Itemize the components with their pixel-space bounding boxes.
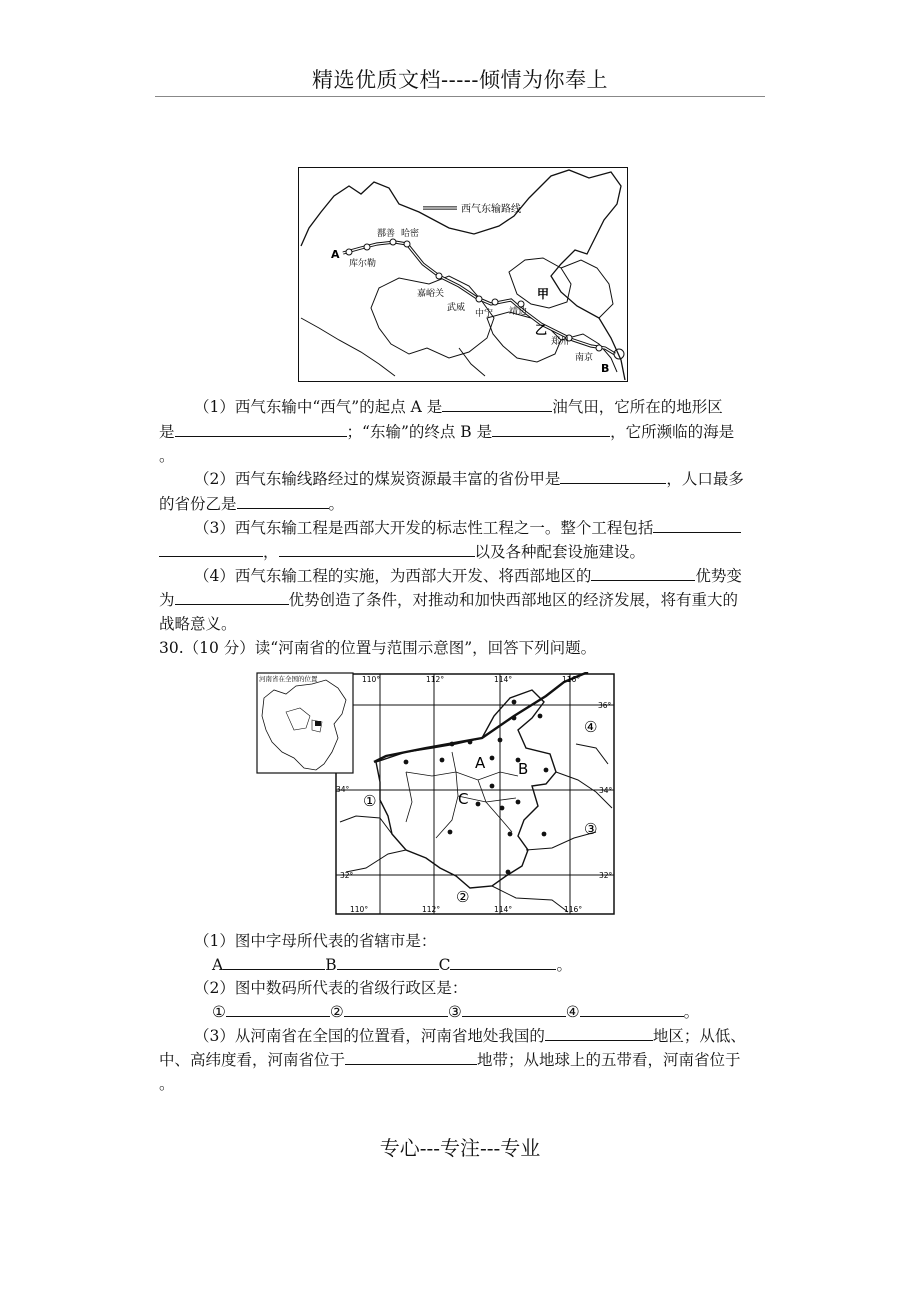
q29-4-text: 为	[159, 591, 175, 609]
city-marker	[450, 742, 455, 747]
henan-location-map	[256, 672, 616, 915]
station-marker	[596, 345, 602, 351]
answer-blank[interactable]	[226, 1000, 330, 1017]
q29-line-6	[194, 516, 741, 540]
city-marker	[516, 800, 521, 805]
q30-1-text: A	[212, 956, 224, 974]
station-marker	[404, 241, 410, 247]
answer-blank[interactable]	[442, 395, 552, 412]
label-city-a: A	[475, 754, 486, 772]
label-shanshan: 鄯善	[377, 229, 396, 239]
page-footer: 专心---专注---专业	[379, 1136, 541, 1160]
q30-line-6	[159, 1048, 741, 1072]
q29-2-text: 。	[328, 495, 345, 513]
answer-blank[interactable]	[450, 953, 556, 970]
answer-blank[interactable]	[279, 540, 475, 557]
q30-2-text: ④	[565, 1003, 580, 1021]
q30-2-text: ②	[329, 1003, 344, 1021]
lat-label-left: 34°	[336, 785, 350, 794]
city-marker	[542, 832, 547, 837]
province-outline	[459, 348, 485, 376]
china-border-line	[301, 170, 625, 380]
q30-3-text: 。	[159, 1075, 175, 1093]
answer-blank[interactable]	[337, 953, 439, 970]
city-marker	[448, 830, 453, 835]
label-jingbian: 靖边	[509, 307, 528, 317]
city-marker	[512, 700, 517, 705]
city-marker	[490, 784, 495, 789]
lat-label-left: 32°	[340, 871, 354, 880]
answer-blank[interactable]	[653, 516, 741, 533]
q29-2-text: 的省份乙是	[159, 495, 237, 513]
city-marker	[498, 738, 503, 743]
label-point-a: A	[331, 248, 340, 261]
q29-line-2	[159, 420, 734, 444]
city-marker	[506, 870, 511, 875]
q29-line-3	[159, 444, 175, 468]
q29-3-text: 以及各种配套设施建设。	[474, 543, 646, 561]
q30-line-5	[194, 1024, 746, 1048]
inset-map-frame	[257, 673, 353, 773]
answer-blank[interactable]	[345, 1048, 477, 1065]
main-map-frame	[336, 674, 614, 914]
page-header-title: 精选优质文档-----倾情为你奉上	[312, 68, 608, 92]
q29-3-text: ，	[263, 543, 279, 561]
label-region-2: ②	[456, 888, 470, 906]
q29-4-text: 优势变	[695, 567, 742, 585]
lon-label-bottom: 114°	[494, 905, 513, 914]
lon-label-top: 112°	[426, 675, 445, 684]
legend-label: 西气东输路线	[461, 204, 521, 215]
city-marker	[508, 832, 513, 837]
q30-3-text: 中、高纬度看，河南省位于	[159, 1051, 346, 1069]
station-marker	[346, 249, 352, 255]
station-marker	[390, 239, 396, 245]
lon-label-top: 114°	[494, 675, 513, 684]
q29-1-text: ；“东输”的终点 B 是	[346, 423, 493, 441]
q30-line-7	[159, 1072, 175, 1096]
label-zhengzhou: 郑州	[551, 337, 570, 347]
q29-1-text: ，它所濒临的海是	[610, 423, 735, 441]
label-kuerle: 库尔勒	[349, 259, 377, 269]
label-region-3: ③	[584, 820, 598, 838]
q29-line-7	[159, 540, 645, 564]
q30-3-text: 地区；从低、	[652, 1027, 746, 1045]
q29-4-text: 战略意义。	[159, 615, 237, 633]
header-divider	[155, 96, 765, 97]
q30-line-4	[212, 1000, 699, 1024]
label-hami: 哈密	[401, 229, 420, 239]
q29-1-text: 油气田，它所在的地形区	[552, 398, 723, 416]
q30-3-text: 地带；从地球上的五带看，河南省位于	[477, 1051, 741, 1069]
label-zhongning: 中宁	[475, 309, 494, 319]
q29-1-text: 。	[159, 447, 175, 465]
q29-2-text: （2）西气东输线路经过的煤炭资源最丰富的省份甲是	[194, 470, 561, 488]
q29-4-text: （4）西气东输工程的实施，为西部大开发、将西部地区的	[194, 567, 592, 585]
answer-blank[interactable]	[591, 564, 695, 581]
q29-line-5	[159, 492, 344, 516]
lon-label-top: 116°	[562, 675, 581, 684]
lon-label-top: 110°	[362, 675, 381, 684]
lon-label-bottom: 112°	[422, 905, 441, 914]
q30-3-text: （3）从河南省在全国的位置看，河南省地处我国的	[194, 1027, 545, 1045]
q29-line-1	[194, 395, 723, 419]
label-nanjing: 南京	[575, 353, 594, 363]
lat-label-right: 32°	[599, 871, 613, 880]
q29-line-10	[159, 612, 237, 636]
city-marker	[500, 806, 505, 811]
lon-label-bottom: 110°	[350, 905, 369, 914]
lat-label-right: 36°	[598, 701, 612, 710]
lon-label-bottom: 116°	[564, 905, 583, 914]
label-province-yi: 乙	[535, 323, 548, 337]
lat-label-right: 34°	[599, 786, 613, 795]
city-marker	[512, 716, 517, 721]
q30-1-text: 。	[556, 956, 572, 974]
city-marker	[490, 756, 495, 761]
answer-blank[interactable]	[545, 1024, 653, 1041]
city-marker	[440, 758, 445, 763]
city-marker	[476, 802, 481, 807]
answer-blank[interactable]	[175, 588, 289, 605]
label-region-4: ④	[584, 718, 598, 736]
q29-line-9	[159, 588, 738, 612]
pipeline-map-svg	[299, 168, 626, 380]
label-region-1: ①	[363, 792, 377, 810]
q30-line-2	[212, 953, 572, 977]
province-outline	[301, 318, 395, 376]
answer-blank[interactable]	[462, 1000, 566, 1017]
province-outline	[487, 312, 561, 362]
henan-map-svg	[256, 672, 616, 915]
answer-blank[interactable]	[223, 953, 325, 970]
q29-1-text: 是	[159, 423, 175, 441]
label-jiayuguan: 嘉峪关	[417, 289, 445, 299]
q30-line-1: （1）图中字母所代表的省辖市是：	[194, 932, 437, 950]
q30-2-text: 。	[683, 1003, 700, 1021]
q29-line-4	[194, 467, 744, 491]
q29-3-text: （3）西气东输工程是西部大开发的标志性工程之一。整个工程包括	[194, 519, 654, 537]
answer-blank[interactable]	[580, 1000, 684, 1017]
label-city-c: C	[458, 790, 469, 808]
city-marker	[538, 714, 543, 719]
answer-blank[interactable]	[237, 492, 329, 509]
label-point-b: B	[601, 362, 610, 375]
q30-line-3: （2）图中数码所代表的省级行政区是：	[194, 979, 468, 997]
q30-1-text: B	[325, 956, 337, 974]
city-marker	[404, 760, 409, 765]
west-east-gas-pipeline-map	[298, 167, 628, 382]
q30-2-text: ③	[447, 1003, 462, 1021]
answer-blank[interactable]	[175, 420, 347, 437]
endpoint-marker	[614, 349, 624, 359]
q30-2-text: ①	[212, 1003, 226, 1021]
station-marker	[364, 244, 370, 250]
inset-title: 河南省在全国的位置	[259, 675, 318, 683]
station-marker	[476, 296, 482, 302]
label-province-jia: 甲	[537, 287, 550, 301]
city-marker	[544, 768, 549, 773]
q29-4-text: 优势创造了条件，对推动和加快西部地区的经济发展，将有重大的	[288, 591, 739, 609]
label-wuwei: 武威	[447, 303, 466, 313]
answer-blank[interactable]	[344, 1000, 448, 1017]
answer-blank[interactable]	[560, 467, 666, 484]
city-marker	[468, 740, 473, 745]
answer-blank[interactable]	[159, 540, 263, 557]
label-city-b: B	[518, 760, 529, 778]
station-marker	[492, 299, 498, 305]
inset-henan-highlight	[315, 721, 321, 726]
q30-1-text: C	[438, 956, 451, 974]
q30-title: 30.（10 分）读“河南省的位置与范围示意图”，回答下列问题。	[159, 639, 597, 657]
province-outline	[561, 260, 613, 318]
q29-line-8	[194, 564, 742, 588]
answer-blank[interactable]	[492, 420, 610, 437]
q29-2-text: ，人口最多	[666, 470, 744, 488]
q29-1-text: （1）西气东输中“西气”的起点 A 是	[194, 398, 443, 416]
station-marker	[436, 273, 442, 279]
